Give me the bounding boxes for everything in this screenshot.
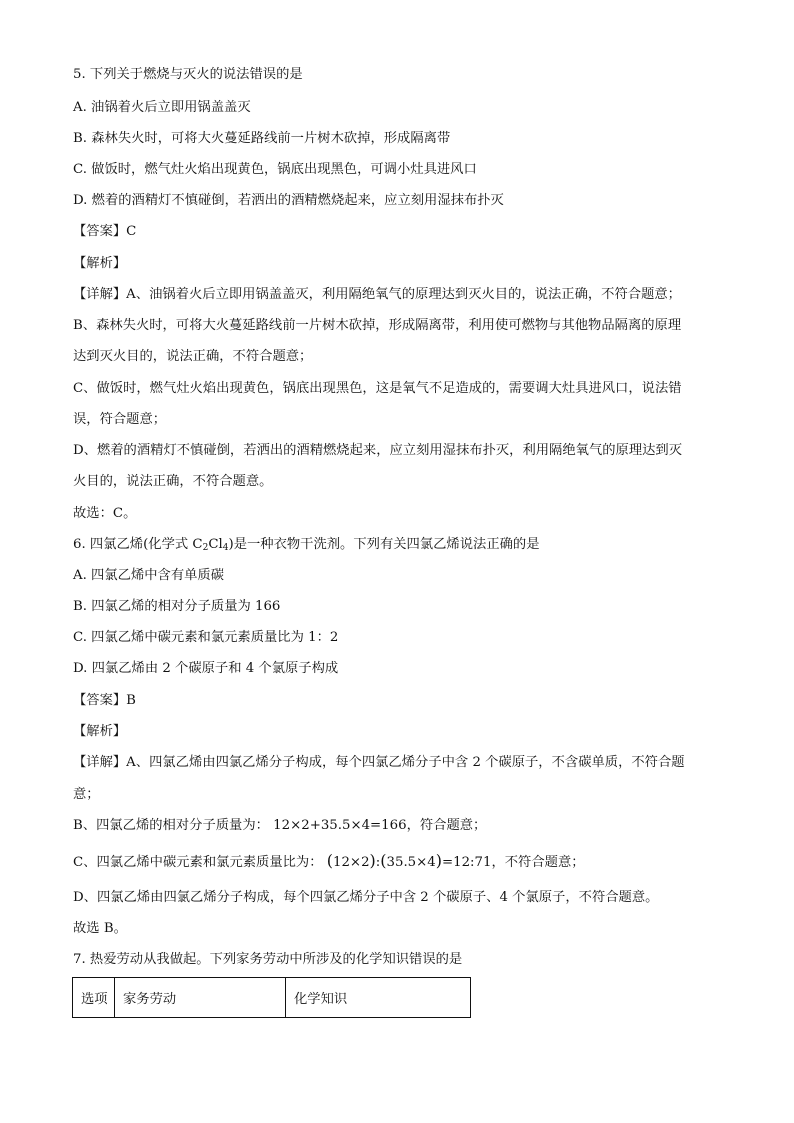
q6-analysis-label: 【解析】 [73, 724, 127, 739]
q5-analysis-label: 【解析】 [73, 256, 127, 271]
q6-detail-c: C、四氯乙烯中碳元素和氯元素质量比为： (12×2):(35.5×4)=12:71，不符合题意； [73, 851, 585, 870]
q7-table [72, 977, 471, 1018]
q5-option-b: B. 森林失火时，可将大火蔓延路线前一片树木砍掉，形成隔离带 [73, 131, 451, 146]
q6-option-a: A. 四氯乙烯中含有单质碳 [73, 568, 225, 583]
q6-answer: 【答案】B [73, 693, 136, 708]
q5-answer: 【答案】C [73, 224, 137, 239]
q6-option-b: B. 四氯乙烯的相对分子质量为 166 [73, 599, 281, 614]
q6-conclusion: 故选 B。 [73, 921, 127, 936]
q5-detail-line: 火目的，说法正确，不符合题意。 [73, 474, 273, 489]
q6-stem: 6. 四氯乙烯(化学式 $C_2Cl_4$)是一种衣物干洗剂。下列有关四氯乙烯说法正确的是 [73, 537, 540, 553]
q5-detail-line: 达到灭火目的，说法正确，不符合题意； [73, 349, 313, 364]
q5-option-a: A. 油锅着火后立即用锅盖盖灭 [73, 100, 251, 115]
q6-option-c: C. 四氯乙烯中碳元素和氯元素质量比为 1：2 [73, 630, 339, 645]
q5-detail-line: B、森林失火时，可将大火蔓延路线前一片树木砍掉，形成隔离带，利用使可燃物与其他物品隔离的原理 [73, 318, 682, 333]
q6-option-d: D. 四氯乙烯由 2 个碳原子和 4 个氯原子构成 [73, 661, 339, 676]
q5-detail-line: C、做饭时，燃气灶火焰出现黄色，锅底出现黑色，这是氧气不足造成的，需要调大灶具进风口，说法错 [73, 381, 682, 396]
q5-option-c: C. 做饭时，燃气灶火焰出现黄色，锅底出现黑色，可调小灶具进风口 [73, 162, 477, 177]
q5-conclusion: 故选：C。 [73, 506, 137, 521]
q6-detail-line: 意； [73, 787, 100, 802]
formula-molar-mass: 12×2+35.5×4=166 [273, 818, 407, 833]
q5-detail-line: 误，符合题意； [73, 412, 167, 427]
q7-stem: 7. 热爱劳动从我做起。下列家务劳动中所涉及的化学知识错误的是 [73, 952, 463, 967]
q6-detail-line: 【详解】A、四氯乙烯由四氯乙烯分子构成，每个四氯乙烯分子中含 2 个碳原子，不含碳单质，不符合题 [73, 755, 685, 770]
q6-detail-d: D、四氯乙烯由四氯乙烯分子构成，每个四氯乙烯分子中含 2 个碳原子、4 个氯原子，不符合题意。 [73, 890, 659, 905]
q5-detail-line: D、燃着的酒精灯不慎碰倒，若洒出的酒精燃烧起来，应立刻用湿抹布扑灭，利用隔绝氧气的原理达到灭 [73, 443, 683, 458]
table-header-cell: 化学知识 [286, 978, 471, 1018]
q5-stem: 5. 下列关于燃烧与灭火的说法错误的是 [73, 67, 303, 82]
q5-detail-line: 【详解】A、油锅着火后立即用锅盖盖灭，利用隔绝氧气的原理达到灭火目的，说法正确，不符合题意； [73, 287, 681, 302]
table-header-cell: 选项 [73, 978, 115, 1018]
q6-detail-b: B、四氯乙烯的相对分子质量为： 12×2+35.5×4=166，符合题意； [73, 818, 487, 833]
formula-mass-ratio: (12×2):(35.5×4)=12:71 [326, 851, 492, 870]
q5-option-d: D. 燃着的酒精灯不慎碰倒，若洒出的酒精燃烧起来，应立刻用湿抹布扑灭 [73, 193, 504, 208]
table-header-row [73, 978, 471, 1018]
table-header-cell: 家务劳动 [115, 978, 286, 1018]
